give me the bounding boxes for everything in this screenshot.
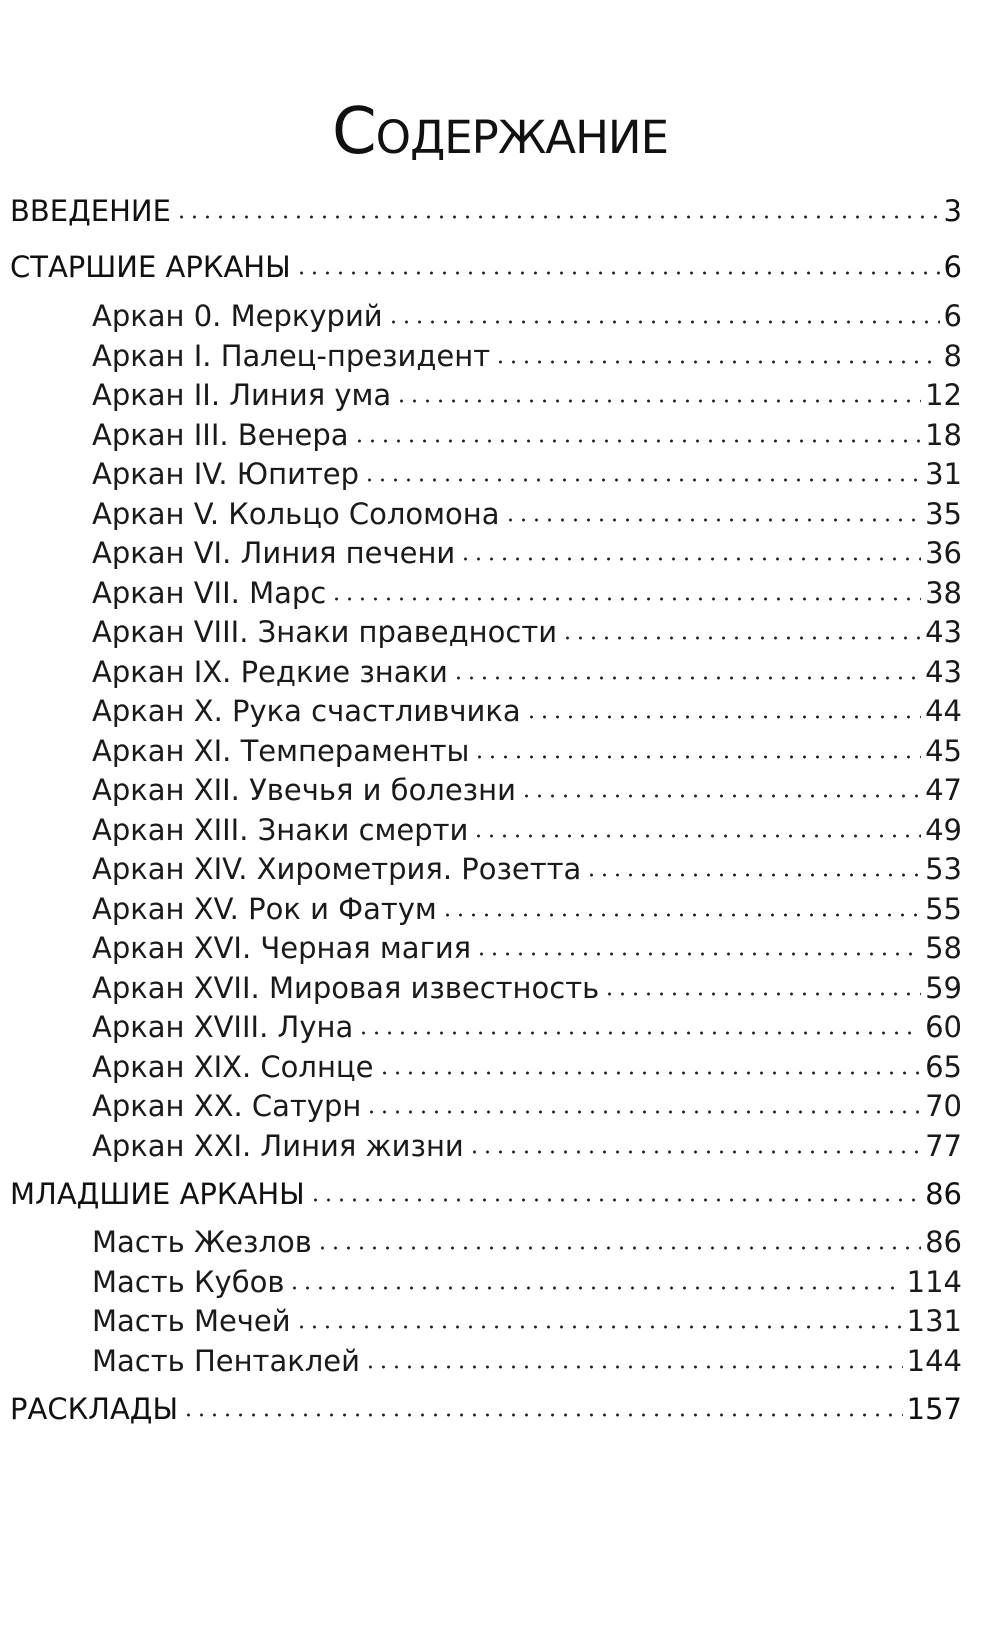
- dot-leader: [395, 397, 921, 405]
- toc-entry-page: 43: [925, 615, 962, 649]
- toc-entry-label: Аркан IX. Редкие знаки: [92, 655, 448, 689]
- dot-leader: [378, 1069, 922, 1077]
- toc-entry-page: 58: [925, 931, 962, 965]
- toc-entry-label: Масть Мечей: [92, 1304, 291, 1338]
- dot-leader: [295, 1323, 903, 1331]
- page-title: Содержание: [331, 95, 669, 169]
- toc-entry-label: Аркан IV. Юпитер: [92, 457, 360, 491]
- toc-entry-page: 86: [925, 1177, 962, 1211]
- toc-entry-arcana-20[interactable]: [92, 1089, 962, 1123]
- toc-entry-page: 43: [925, 655, 962, 689]
- dot-leader: [295, 269, 940, 277]
- toc-entry-page: 70: [925, 1089, 962, 1123]
- toc-entry-page: 77: [925, 1129, 962, 1163]
- dot-leader: [175, 213, 940, 221]
- dot-leader: [525, 713, 921, 721]
- toc-entry-minor-arcana[interactable]: [10, 1177, 962, 1211]
- toc-entry-arcana-11[interactable]: [92, 734, 962, 768]
- dot-leader: [504, 516, 922, 524]
- dot-leader: [365, 1108, 921, 1116]
- toc-entry-page: 12: [925, 378, 962, 412]
- dot-leader: [452, 674, 921, 682]
- toc-entry-page: 18: [925, 418, 962, 452]
- dot-leader: [585, 871, 921, 879]
- toc-entry-page: 6: [943, 299, 962, 333]
- toc-entry-suit-swords[interactable]: [92, 1304, 962, 1338]
- toc-entry-page: 38: [925, 576, 962, 610]
- dot-leader: [387, 318, 940, 326]
- dot-leader: [363, 476, 921, 484]
- dot-leader: [441, 911, 921, 919]
- toc-entry-major-arcana[interactable]: [10, 250, 962, 284]
- toc-entry-label: Аркан XVII. Мировая известность: [92, 971, 600, 1005]
- toc-entry-label: Аркан X. Рука счастливчика: [92, 694, 521, 728]
- toc-entry-label: Аркан V. Кольцо Соломона: [92, 497, 500, 531]
- toc-entry-page: 60: [925, 1010, 962, 1044]
- toc-entry-label: Аркан XIII. Знаки смерти: [92, 813, 469, 847]
- dot-leader: [494, 358, 939, 366]
- toc-entry-arcana-21[interactable]: [92, 1129, 962, 1163]
- dot-leader: [309, 1196, 921, 1204]
- toc-entry-suit-cups[interactable]: [92, 1265, 962, 1299]
- toc-entry-arcana-14[interactable]: [92, 852, 962, 886]
- toc-entry-arcana-5[interactable]: [92, 497, 962, 531]
- toc-entry-spreads[interactable]: [10, 1392, 962, 1426]
- toc-entry-page: 65: [925, 1050, 962, 1084]
- toc-entry-label: Масть Кубов: [92, 1265, 285, 1299]
- toc-entry-page: 59: [925, 971, 962, 1005]
- toc-entry-page: 35: [925, 497, 962, 531]
- toc-entry-introduction[interactable]: [10, 194, 962, 228]
- toc-entry-page: 131: [906, 1304, 962, 1338]
- toc-entry-arcana-7[interactable]: [92, 576, 962, 610]
- toc-entry-arcana-1[interactable]: [92, 339, 962, 373]
- toc-entry-page: 49: [925, 813, 962, 847]
- toc-entry-arcana-19[interactable]: [92, 1050, 962, 1084]
- toc-entry-label: МЛАДШИЕ АРКАНЫ: [10, 1177, 305, 1211]
- dot-leader: [316, 1244, 921, 1252]
- toc-entry-label: Аркан VII. Марс: [92, 576, 327, 610]
- toc-entry-arcana-16[interactable]: [92, 931, 962, 965]
- toc-entry-label: Аркан XIX. Солнце: [92, 1050, 374, 1084]
- toc-entry-arcana-18[interactable]: [92, 1010, 962, 1044]
- toc-entry-label: ВВЕДЕНИЕ: [10, 194, 171, 228]
- dot-leader: [288, 1284, 902, 1292]
- toc-entry-page: 31: [925, 457, 962, 491]
- toc-entry-arcana-13[interactable]: [92, 813, 962, 847]
- toc-entry-page: 3: [943, 194, 962, 228]
- toc-entry-label: Аркан XIV. Хирометрия. Розетта: [92, 852, 582, 886]
- dot-leader: [459, 555, 921, 563]
- toc-entry-page: 44: [925, 694, 962, 728]
- toc-entry-label: Аркан XV. Рок и Фатум: [92, 892, 437, 926]
- toc-entry-label: Аркан XII. Увечья и болезни: [92, 773, 516, 807]
- toc-entry-page: 144: [906, 1344, 962, 1378]
- toc-entry-page: 8: [943, 339, 962, 373]
- toc-entry-label: Аркан XVIII. Луна: [92, 1010, 354, 1044]
- dot-leader: [603, 990, 921, 998]
- toc-entry-label: Аркан I. Палец-президент: [92, 339, 491, 373]
- toc-entry-arcana-8[interactable]: [92, 615, 962, 649]
- dot-leader: [561, 634, 921, 642]
- dot-leader: [520, 792, 921, 800]
- toc-entry-label: Аркан III. Венера: [92, 418, 349, 452]
- toc-entry-page: 47: [925, 773, 962, 807]
- toc-entry-label: Аркан VI. Линия печени: [92, 536, 456, 570]
- toc-entry-label: Аркан XVI. Черная магия: [92, 931, 472, 965]
- dot-leader: [353, 437, 922, 445]
- toc-entry-arcana-10[interactable]: [92, 694, 962, 728]
- toc-entry-suit-pentacles[interactable]: [92, 1344, 962, 1378]
- toc-entry-arcana-2[interactable]: [92, 378, 962, 412]
- toc-entry-page: 157: [906, 1392, 962, 1426]
- toc-entry-page: 45: [925, 734, 962, 768]
- toc-entry-label: Масть Жезлов: [92, 1225, 312, 1259]
- toc-entry-page: 86: [925, 1225, 962, 1259]
- dot-leader: [475, 950, 921, 958]
- toc-entry-arcana-17[interactable]: [92, 971, 962, 1005]
- toc-entry-suit-wands[interactable]: [92, 1225, 962, 1259]
- toc-entry-label: Аркан XXI. Линия жизни: [92, 1129, 464, 1163]
- toc-entry-page: 114: [906, 1265, 962, 1299]
- toc-entry-page: 53: [925, 852, 962, 886]
- toc-entry-page: 36: [925, 536, 962, 570]
- dot-leader: [473, 753, 921, 761]
- toc-entry-label: Аркан XI. Темпераменты: [92, 734, 470, 768]
- toc-entry-arcana-0[interactable]: [92, 299, 962, 333]
- dot-leader: [364, 1363, 903, 1371]
- toc-entry-arcana-12[interactable]: [92, 773, 962, 807]
- toc-entry-arcana-15[interactable]: [92, 892, 962, 926]
- toc-entry-label: РАСКЛАДЫ: [10, 1392, 179, 1426]
- dot-leader: [472, 832, 921, 840]
- dot-leader: [182, 1411, 903, 1419]
- dot-leader: [330, 595, 921, 603]
- dot-leader: [357, 1029, 921, 1037]
- toc-entry-arcana-9[interactable]: [92, 655, 962, 689]
- toc-entry-label: Аркан XX. Сатурн: [92, 1089, 362, 1123]
- toc-entry-label: Аркан 0. Меркурий: [92, 299, 383, 333]
- toc-entry-arcana-3[interactable]: [92, 418, 962, 452]
- toc-entry-label: Аркан VIII. Знаки праведности: [92, 615, 558, 649]
- toc-entry-label: Аркан II. Линия ума: [92, 378, 392, 412]
- toc-entry-label: Масть Пентаклей: [92, 1344, 360, 1378]
- toc-entry-arcana-6[interactable]: [92, 536, 962, 570]
- toc-entry-page: 6: [943, 250, 962, 284]
- toc-entry-label: СТАРШИЕ АРКАНЫ: [10, 250, 291, 284]
- toc-entry-page: 55: [925, 892, 962, 926]
- dot-leader: [468, 1148, 921, 1156]
- toc-entry-arcana-4[interactable]: [92, 457, 962, 491]
